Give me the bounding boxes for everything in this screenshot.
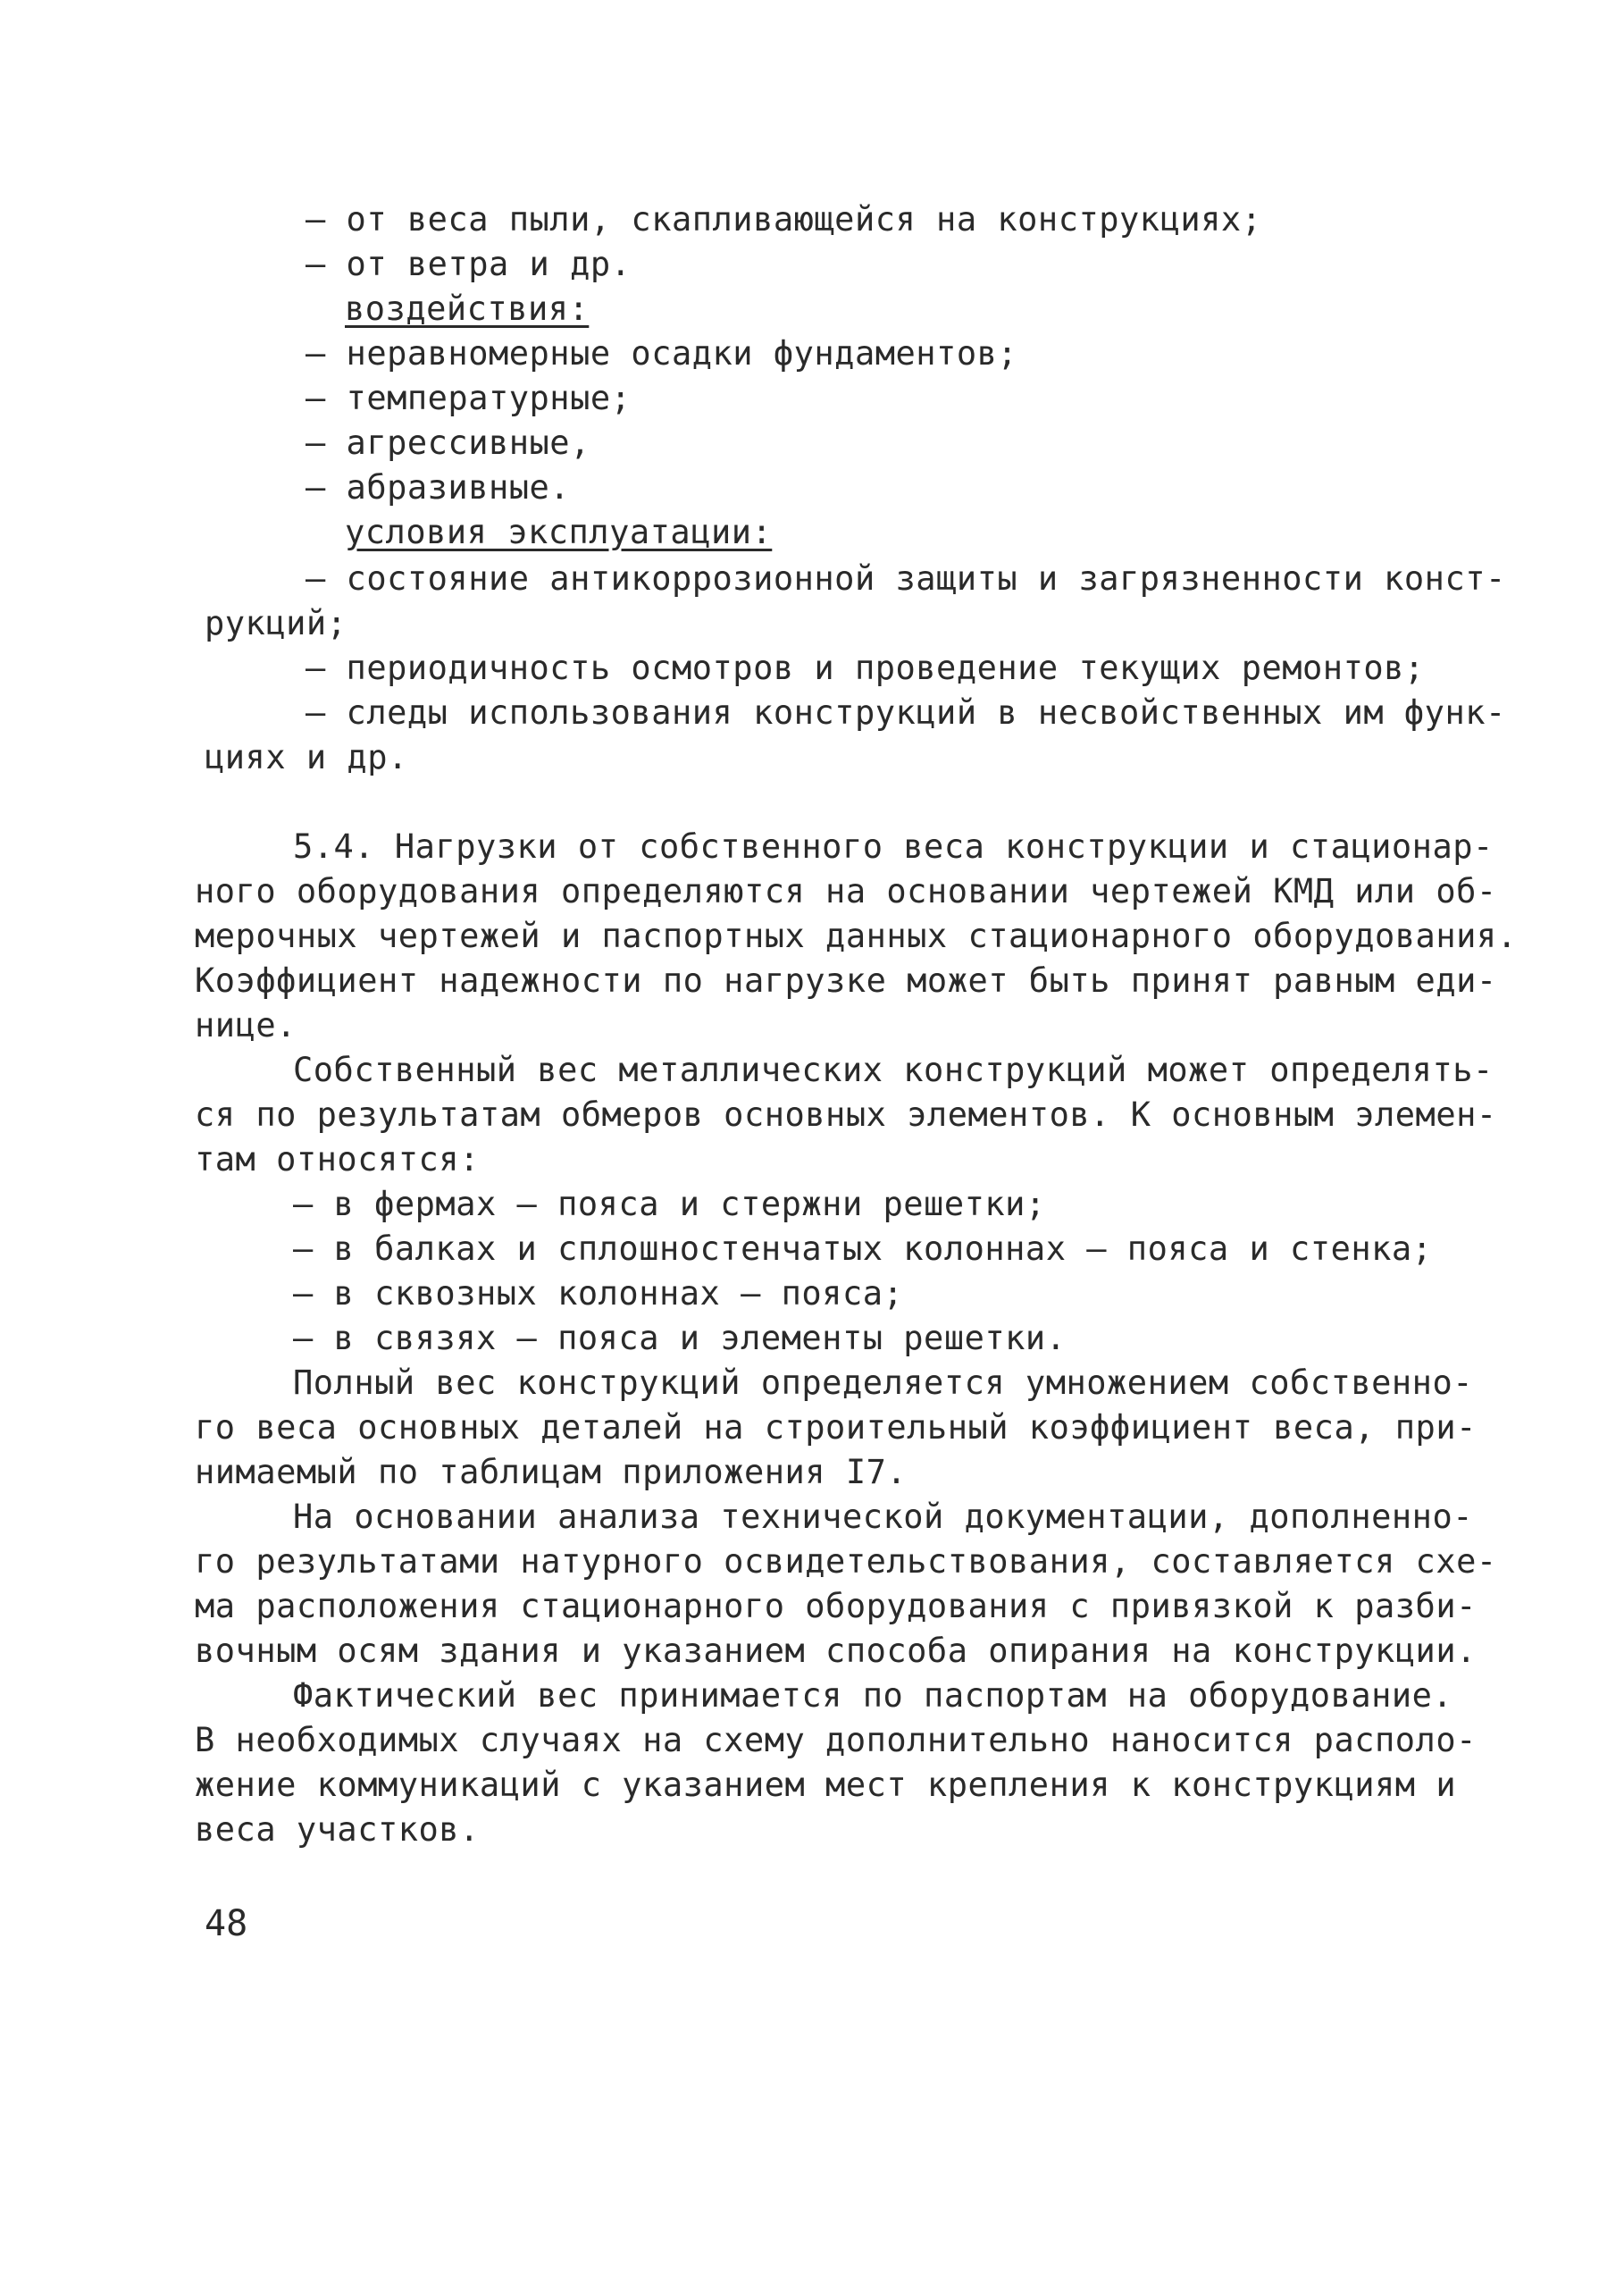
paragraph-line: Коэффициент надежности по нагрузке может быть принят равным еди- (195, 961, 1497, 1000)
paragraph-line: 5.4. Нагрузки от собственного веса конструкции и стационар- (293, 827, 1494, 866)
section-heading: условия эксплуатации: (345, 513, 773, 551)
list-item: – температурные; (306, 379, 632, 417)
paragraph-line: нице. (195, 1006, 297, 1045)
paragraph-line: там относятся: (195, 1140, 480, 1179)
paragraph-line: ма расположения стационарного оборудования с привязкой к разби- (195, 1587, 1477, 1625)
paragraph-line: жение коммуникаций с указанием мест крепления к конструкциям и (195, 1766, 1457, 1804)
paragraph-line: мерочных чертежей и паспортных данных стационарного оборудования. (195, 917, 1518, 955)
paragraph-line: ся по результатам обмеров основных элементов. К основным элемен- (195, 1095, 1497, 1134)
list-item: – абразивные. (306, 468, 571, 507)
list-item: – периодичность осмотров и проведение текущих ремонтов; (306, 649, 1425, 687)
list-item: – неравномерные осадки фундаментов; (306, 334, 1018, 373)
text-line: циях и др. (205, 738, 408, 776)
section-heading: воздействия: (345, 289, 590, 328)
list-item: – в связях – пояса и элементы решетки. (293, 1319, 1067, 1357)
list-item: – от веса пыли, скапливающейся на конструкциях; (306, 200, 1262, 239)
paragraph-line: ного оборудования определяются на основании чертежей КМД или об- (195, 872, 1497, 910)
paragraph-line: го результатами натурного освидетельствования, составляется схе- (195, 1542, 1497, 1581)
page-number: 48 (205, 1903, 248, 1944)
list-item: – следы использования конструкций в несвойственных им функ- (306, 693, 1506, 732)
paragraph-line: Фактический вес принимается по паспортам на оборудование. (293, 1676, 1453, 1715)
paragraph-line: В необходимых случаях на схему дополнительно наносится располо- (195, 1721, 1477, 1759)
list-item: – в балках и сплошностенчатых колоннах – пояса и стенка; (293, 1229, 1433, 1268)
list-item: – в фермах – пояса и стержни решетки; (293, 1185, 1046, 1223)
list-item: – в сквозных колоннах – пояса; (293, 1274, 904, 1313)
text-line: рукций; (205, 604, 347, 642)
paragraph-line: Собственный вес металлических конструкций может определять- (293, 1051, 1494, 1089)
paragraph-line: Полный вес конструкций определяется умножением собственно- (293, 1364, 1474, 1402)
paragraph-line: нимаемый по таблицам приложения I7. (195, 1453, 908, 1491)
paragraph-line: веса участков. (195, 1810, 480, 1849)
paragraph-line: вочным осям здания и указанием способа опирания на конструкции. (195, 1632, 1477, 1670)
list-item: – от ветра и др. (306, 245, 632, 283)
list-item: – состояние антикоррозионной защиты и загрязненности конст- (306, 559, 1506, 598)
list-item: – агрессивные, (306, 424, 590, 462)
paragraph-line: На основании анализа технической документации, дополненно- (293, 1498, 1474, 1536)
paragraph-line: го веса основных деталей на строительный коэффициент веса, при- (195, 1408, 1477, 1447)
